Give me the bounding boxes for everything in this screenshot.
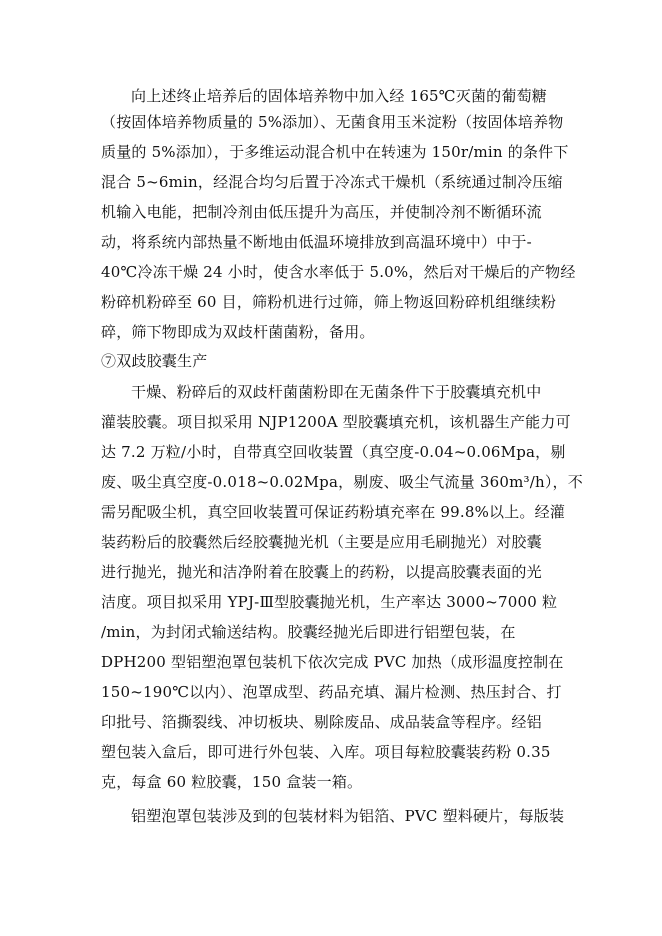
paragraph-2-line: 装药粉后的胶囊然后经胶囊抛光机（主要是应用毛刷抛光）对胶囊	[101, 533, 542, 551]
paragraph-1-line: 混合 5~6min，经混合均匀后置于冷冻式干燥机（系统通过制冷压缩	[101, 173, 563, 191]
paragraph-1-line: 质量的 5%添加），于多维运动混合机中在转速为 150r/min 的条件下	[101, 143, 569, 161]
paragraph-2-line: 克，每盒 60 粒胶囊，150 盒装一箱。	[101, 773, 363, 791]
paragraph-2-line: 印批号、箔撕裂线、冲切板块、剔除废品、成品装盒等程序。经铝	[101, 713, 542, 731]
paragraph-1-line: 40℃冷冻干燥 24 小时，使含水率低于 5.0%，然后对干燥后的产物经	[101, 263, 576, 281]
paragraph-2-line: DPH200 型铝塑泡罩包装机下依次完成 PVC 加热（成形温度控制在	[101, 653, 564, 671]
paragraph-2-line: 达 7.2 万粒/小时，自带真空回收装置（真空度-0.04~0.06Mpa，剔	[101, 443, 566, 461]
paragraph-2-line: 洁度。项目拟采用 YPJ-Ⅲ型胶囊抛光机，生产率达 3000~7000 粒	[101, 593, 558, 611]
paragraph-1-line: 粉碎机粉碎至 60 目，筛粉机进行过筛，筛上物返回粉碎机组继续粉	[101, 293, 557, 311]
paragraph-1-line: 机输入电能，把制冷剂由低压提升为高压，并使制冷剂不断循环流	[101, 203, 542, 221]
paragraph-1-line: 动，将系统内部热量不断地由低温环境排放到高温环境中）中于-	[101, 233, 532, 251]
paragraph-2-line: 废、吸尘真空度-0.018~0.02Mpa，剔废、吸尘气流量 360m³/h），不	[101, 473, 583, 491]
paragraph-1-line: 碎，筛下物即成为双歧杆菌菌粉，备用。	[101, 323, 375, 341]
paragraph-2-line: 塑包装入盒后，即可进行外包装、入库。项目每粒胶囊装药粉 0.35	[101, 743, 551, 761]
paragraph-2-line: 灌装胶囊。项目拟采用 NJP1200A 型胶囊填充机，该机器生产能力可	[101, 413, 571, 431]
paragraph-2-line: 150~190℃以内）、泡罩成型、药品充填、漏片检测、热压封合、打	[101, 683, 562, 701]
paragraph-2-line: 进行抛光，抛光和洁净附着在胶囊上的药粉，以提高胶囊表面的光	[101, 563, 542, 581]
paragraph-2-line: 需另配吸尘机，真空回收装置可保证药粉填充率在 99.8%以上。经灌	[101, 503, 566, 521]
section-heading: ⑦双歧胶囊生产	[101, 352, 208, 370]
paragraph-1-line: （按固体培养物质量的 5%添加）、无菌食用玉米淀粉（按固体培养物	[101, 113, 564, 131]
paragraph-3-line: 铝塑泡罩包装涉及到的包装材料为铝箔、PVC 塑料硬片，每版装	[131, 807, 565, 825]
paragraph-2-line: /min，为封闭式输送结构。胶囊经抛光后即进行铝塑包装，在	[101, 623, 516, 641]
paragraph-2-line: 干燥、粉碎后的双歧杆菌菌粉即在无菌条件下于胶囊填充机中	[131, 383, 542, 401]
paragraph-1-line: 向上述终止培养后的固体培养物中加入经 165℃灭菌的葡萄糖	[131, 87, 547, 105]
